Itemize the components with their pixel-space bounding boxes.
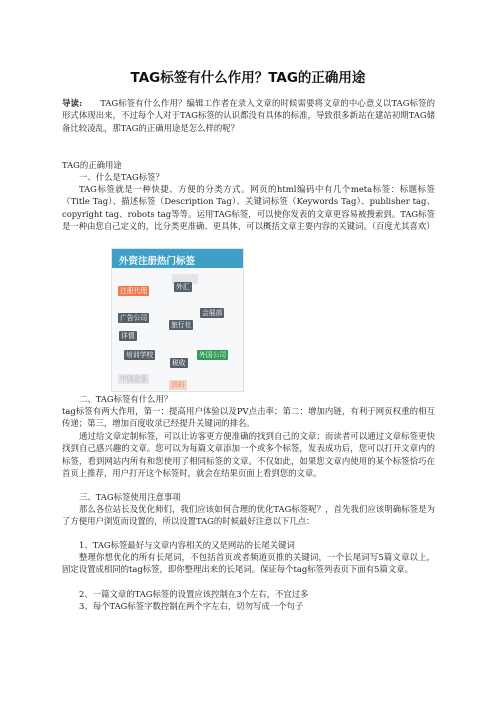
tag-item[interactable]: 外国公司 xyxy=(199,351,227,359)
figure-header xyxy=(112,249,243,268)
section3-heading: 三、TAG标签使用注意事项 xyxy=(79,492,181,502)
lead-text: TAG标签有什么作用？编辑工作者在录入文章的时候需要将文章的中心意义以TAG标签的形式体现出来，不过每个人对于TAG标签的认识都没有具体的标准，导致很多新站在建站初期TAG储备比较凌乱，那TAG的正确用途是怎么样的呢？ xyxy=(62,98,436,133)
lead-label: 导读: xyxy=(62,98,83,108)
article-title: TAG标签有什么作用？TAG的正确用途 xyxy=(130,70,366,86)
section1-heading: 一、什么是TAG标签？ xyxy=(79,172,164,182)
section1-paragraph: TAG标签就是一种快捷、方便的分类方式。网页的html编码中有几个meta标签：标题标签（Title Tag）、描述标签（Description Tag）、关键词标签（Keywords Tag）、publisher tag、copyright tag、robots tag等等。运用TAG标签，可以使你发表的文章更容易被搜索到。TAG标签是一种由您自己定义的，比分类更准确、更具体，可以概括文章主要内容的关键词。（百度尤其喜欢） xyxy=(62,184,435,231)
tag-item[interactable]: 详情 xyxy=(121,332,135,340)
tag-item[interactable]: 资料 xyxy=(171,381,185,389)
hot-tags-figure xyxy=(111,248,244,392)
section3-item2: 2、一篇文章的TAG标签的设置应该控制在3个左右，不宜过多 xyxy=(79,589,309,599)
subtitle: TAG的正确用途 xyxy=(62,160,122,170)
tag-item[interactable]: 广告公司 xyxy=(120,314,148,322)
section2-heading: 二、TAG标签有什么用？ xyxy=(79,394,173,404)
tag-item[interactable]: 培训学校 xyxy=(126,351,154,359)
section3-item3: 3、每个TAG标签字数控制在两个字左右，切勿写成一个句子 xyxy=(79,601,304,611)
section3-paragraph: 那么各位站长及优化师们，我们应该如何合理的优化TAG标签呢？，首先我们应该明确标签是为了方便用户浏览而设置的，所以设置TAG的时候最好注意以下几点： xyxy=(62,504,435,527)
section3-item1-body: 整理你想优化的所有长尾词，不包括首页或者频道页推的关键词，一个长尾词写5篇文章以上，固定设置成相同的tag标签，即你整理出来的长尾词。保证每个tag标签列表页下面有5篇文章。 xyxy=(62,552,435,575)
tag-item[interactable]: 旅行社 xyxy=(171,321,192,329)
tag-item[interactable]: 税收 xyxy=(172,359,186,367)
section2-paragraph-1: tag标签有两大作用，第一：提高用户体验以及PV点击率；第二：增加内链，有利于网页权重的相互传递；第三，增加百度收录已经提升关键词的排名。 xyxy=(62,406,435,429)
tag-item[interactable]: 注册代理 xyxy=(120,287,148,295)
section3-item1-title: 1、TAG标签最好与文章内容相关的又是网站的长尾关键词 xyxy=(79,540,295,550)
section2-paragraph-2: 通过给文章定制标签，可以让访客更方便准确的找到自己的文章；而读者可以通过文章标签更快找到自己感兴趣的文章。您可以为每篇文章添加一个或多个标签，发表成功后，您可以打开文章内的标签，看到网站内所有和您使用了相同标签的文章。不仅如此，如果您文章内使用的某个标签恰巧在首页上推荐，用户打开这个标签时，就会在结果页面上看到您的文章。 xyxy=(62,431,435,478)
tag-item[interactable]: 外汇 xyxy=(176,283,190,291)
lead-paragraph xyxy=(62,97,435,134)
tag-item[interactable]: 会展部 xyxy=(202,309,223,317)
tag-item[interactable]: 中国企业 xyxy=(120,375,148,383)
figure-header-text: 外资注册热门标签 xyxy=(119,256,196,267)
